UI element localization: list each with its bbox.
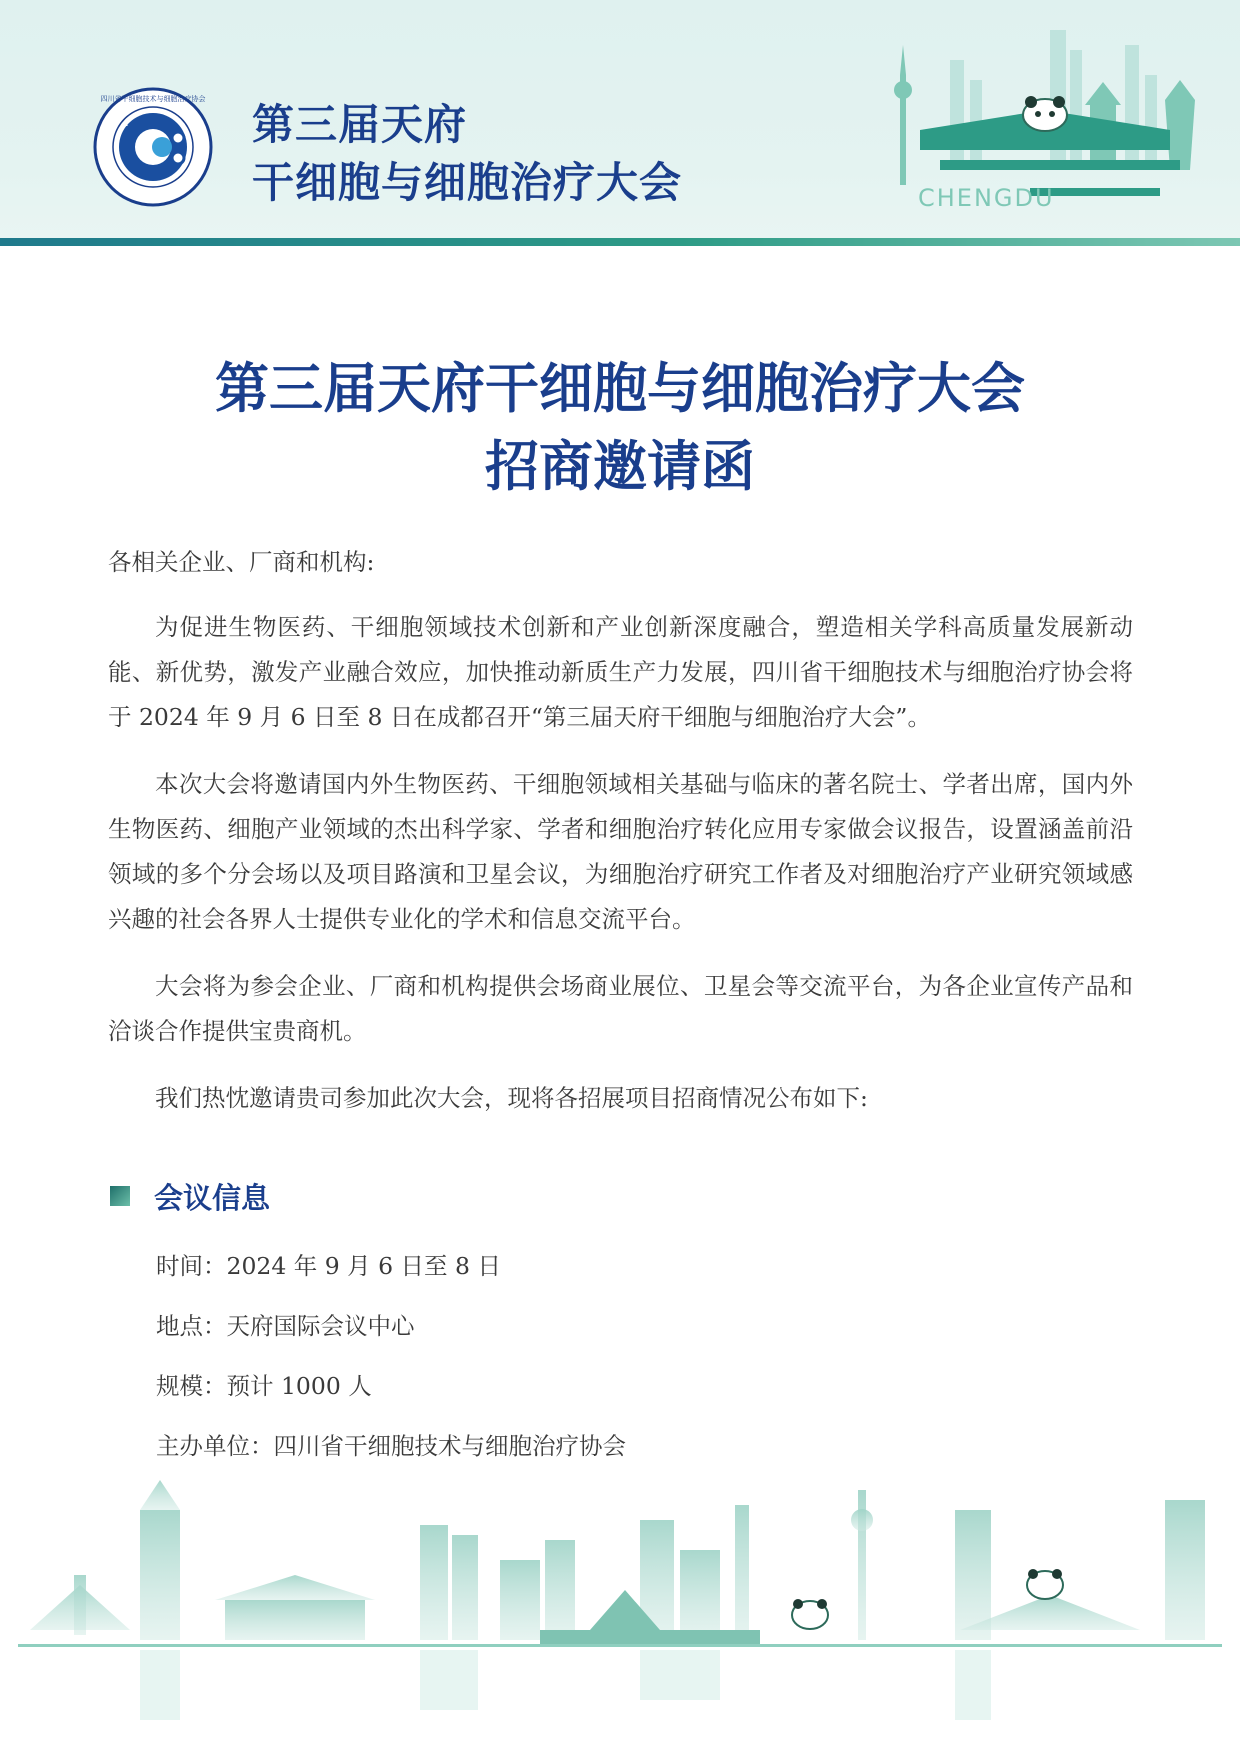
info-scale: 规模：预计 1000 人 [156,1372,372,1400]
city-label: CHENGDU [918,184,1055,212]
paragraph-1: 为促进生物医药、干细胞领域技术创新和产业创新深度融合，塑造相关学科高质量发展新动能、新优势，激发产业融合效应，加快推动新质生产力发展，四川省干细胞技术与细胞治疗协会将于 2024 年 9 月 6 日至 8 日在成都召开“第三届天府干细胞与细胞治疗大会”。 [108,613,1133,731]
letter-body [108,540,1133,1143]
meeting-info-list [156,1246,626,1486]
paragraph-4: 我们热忱邀请贵司参加此次大会，现将各招展项目招商情况公布如下: [155,1084,868,1112]
header-title [252,96,682,212]
header-divider [0,238,1240,246]
footer-skyline-illustration [0,1480,1240,1754]
document-title [0,350,1240,506]
logo-ring-text: 四川省干细胞技术与细胞治疗协会 [100,95,206,103]
panda-icon [1027,1569,1063,1599]
chengdu-skyline-illustration [880,20,1210,215]
paragraph-3: 大会将为参会企业、厂商和机构提供会场商业展位、卫星会等交流平台，为各企业宣传产品和洽谈合作提供宝贵商机。 [108,972,1133,1045]
info-location: 地点：天府国际会议中心 [156,1312,415,1340]
paragraph-2: 本次大会将邀请国内外生物医药、干细胞领域相关基础与临床的著名院士、学者出席，国内外生物医药、细胞产业领域的杰出科学家、学者和细胞治疗转化应用专家做会议报告，设置涵盖前沿领域的多个分会场以及项目路演和卫星会议，为细胞治疗研究工作者及对细胞治疗产业研究领域感兴趣的社会各界人士提供专业化的学术和信息交流平台。 [108,770,1133,933]
header-banner [0,0,1240,240]
section-title: 会议信息 [154,1180,271,1215]
document-title-line2: 招商邀请函 [485,435,755,498]
header-title-line2: 干细胞与细胞治疗大会 [252,158,683,207]
document-title-line1: 第三届天府干细胞与细胞治疗大会 [215,357,1025,420]
info-time: 时间：2024 年 9 月 6 日至 8 日 [156,1252,501,1280]
section-heading [110,1176,270,1216]
header-title-line1: 第三届天府 [252,100,468,149]
panda-icon [792,1599,828,1629]
info-organizer: 主办单位：四川省干细胞技术与细胞治疗协会 [156,1432,626,1460]
salutation: 各相关企业、厂商和机构: [108,548,375,576]
association-logo [92,86,214,208]
square-bullet-icon [110,1186,130,1206]
